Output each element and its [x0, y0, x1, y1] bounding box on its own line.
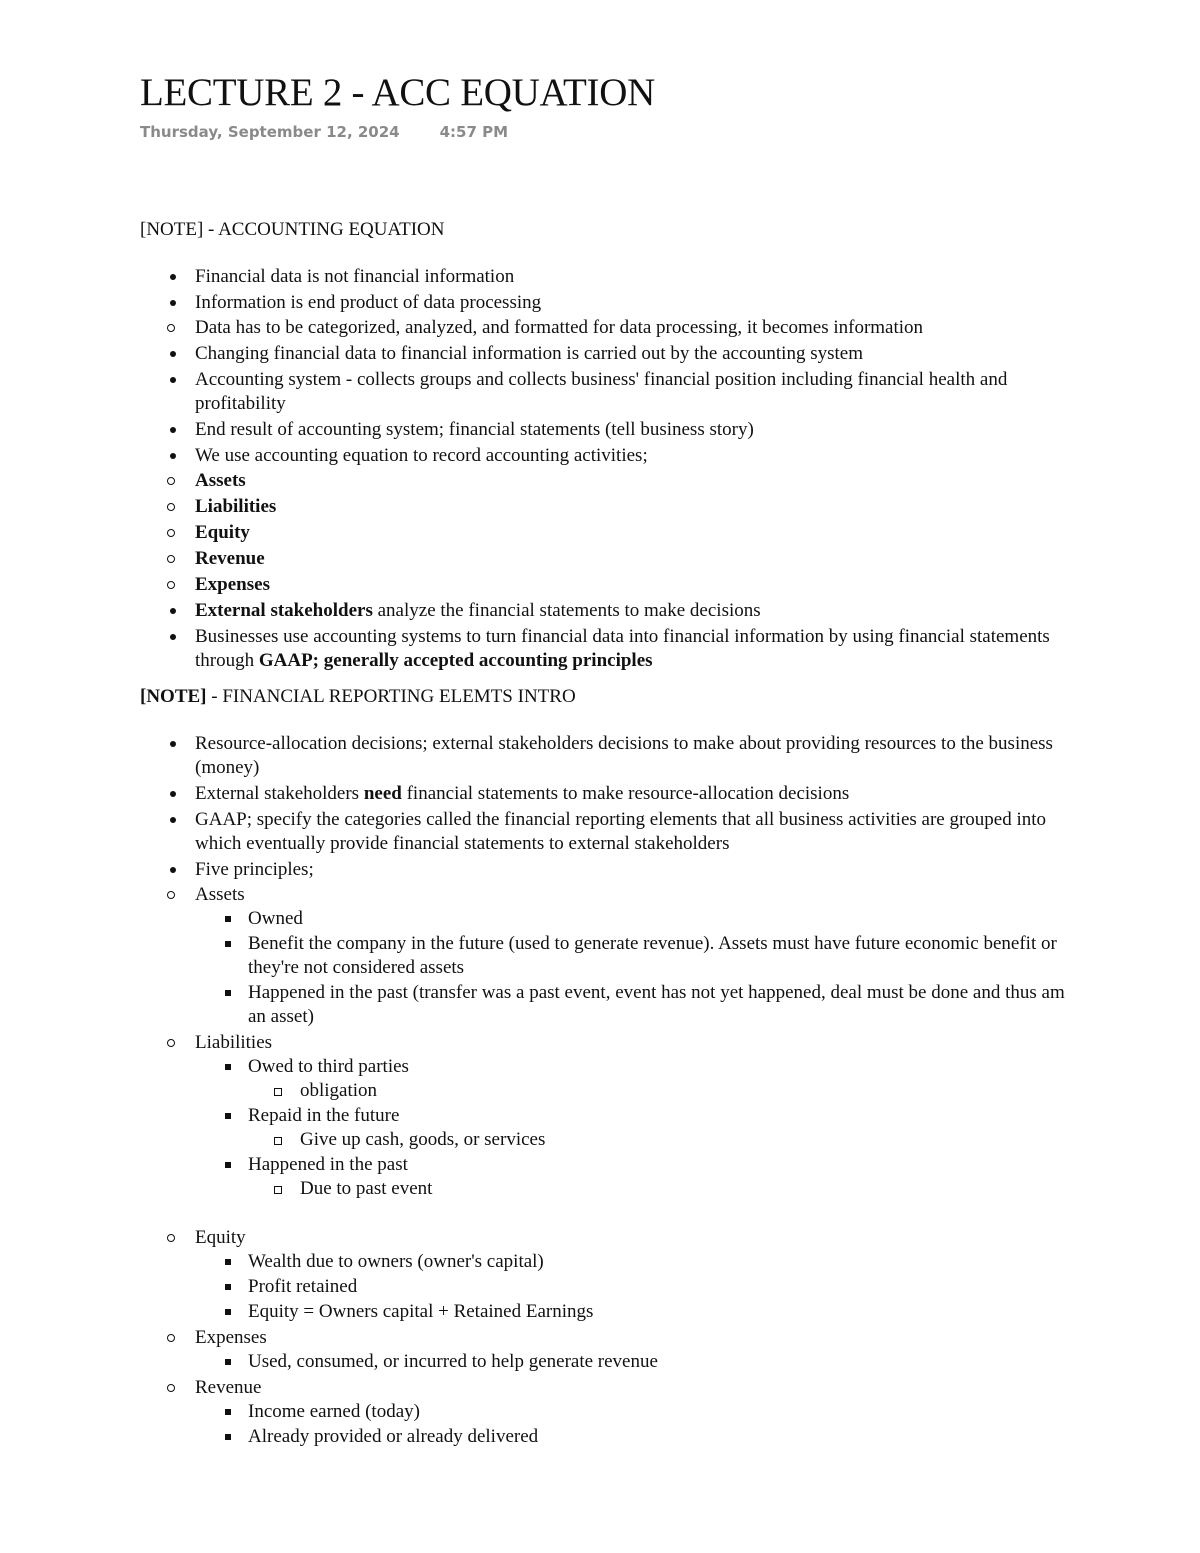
sub-list-item	[143, 495, 1080, 519]
sub-list	[195, 316, 1080, 340]
sub-sub-list-item: Happened in the past (transfer was a past event, event has not yet happened, deal must be done and thus am an asset)	[195, 981, 1080, 1029]
section-heading: [NOTE] - ACCOUNTING EQUATION	[140, 219, 445, 240]
bold-text: GAAP; generally accepted accounting principles	[258, 650, 653, 671]
sub-sub-list-item: Benefit the company in the future (used to generate revenue). Assets must have future economic benefit or they're not considered assets	[195, 932, 1080, 980]
page-timestamp	[140, 120, 1080, 144]
principle-equity	[143, 1226, 1080, 1324]
list-item	[140, 782, 1080, 806]
sub-sub-list-item	[195, 1055, 1080, 1103]
principle-revenue	[143, 1376, 1080, 1449]
sub-sub-list-item: Used, consumed, or incurred to help generate revenue	[195, 1350, 1080, 1374]
list-item-text: financial statements to make resource-allocation decisions	[401, 783, 850, 804]
bold-text: External stakeholders	[195, 600, 373, 621]
page-time: 4:57 PM	[439, 123, 509, 141]
sub-list-item	[143, 573, 1080, 597]
element-liabilities: Liabilities	[195, 496, 277, 517]
element-expenses: Expenses	[195, 574, 270, 595]
list-item-text: Owed to third parties	[248, 1056, 409, 1077]
list-item: GAAP; specify the categories called the financial reporting elements that all business activities are grouped into which eventually provide financial statements to external stakeholders	[140, 808, 1080, 856]
list-item: Financial data is not financial information	[140, 265, 1080, 289]
principle-liabilities	[143, 1031, 1080, 1224]
principle-label: Liabilities	[195, 1032, 273, 1053]
list-item: Resource-allocation decisions; external stakeholders decisions to make about providing resources to the business (money)	[140, 732, 1080, 780]
bullet-list	[140, 732, 1080, 1449]
list-item-text: Businesses use accounting systems to turn financial data into financial information by using financial statements through	[195, 626, 1050, 671]
list-item: Changing financial data to financial information is carried out by the accounting system	[140, 342, 1080, 366]
list-item-text: Happened in the past	[248, 1154, 408, 1175]
level4-item: obligation	[248, 1079, 1080, 1103]
principle-label: Expenses	[195, 1327, 267, 1348]
principle-label: Revenue	[195, 1377, 262, 1398]
principle-label: Equity	[195, 1227, 246, 1248]
list-item	[140, 291, 1080, 340]
list-item	[140, 858, 1080, 1449]
list-item-text: Five principles;	[195, 859, 314, 880]
bullet-list	[140, 265, 1080, 673]
note-page	[140, 70, 1080, 1451]
note-tag: [NOTE]	[140, 686, 207, 707]
bold-text: need	[363, 783, 402, 804]
section-accounting-equation	[140, 218, 1080, 673]
sub-sub-list	[195, 1400, 1080, 1449]
level4-list	[248, 1177, 1080, 1201]
heading-text: - FINANCIAL REPORTING ELEMTS INTRO	[206, 686, 576, 707]
element-assets: Assets	[195, 470, 246, 491]
sub-list-item	[143, 521, 1080, 545]
list-item: Accounting system - collects groups and collects business' financial position including financial health and profitability	[140, 368, 1080, 416]
level4-item: Due to past event	[248, 1177, 1080, 1201]
sub-list	[195, 469, 1080, 597]
sub-sub-list-item: Equity = Owners capital + Retained Earnings	[195, 1300, 1080, 1324]
sub-list-item	[143, 547, 1080, 571]
section-heading	[140, 685, 1080, 709]
list-item: End result of accounting system; financial statements (tell business story)	[140, 418, 1080, 442]
sub-list-item: Data has to be categorized, analyzed, and formatted for data processing, it becomes information	[143, 316, 1080, 340]
level4-list	[248, 1079, 1080, 1103]
principle-expenses	[143, 1326, 1080, 1374]
list-item-text: External stakeholders	[195, 783, 364, 804]
level4-list	[248, 1128, 1080, 1152]
sub-sub-list-item: Profit retained	[195, 1275, 1080, 1299]
principle-assets	[143, 883, 1080, 1029]
sub-sub-list-item: Income earned (today)	[195, 1400, 1080, 1424]
list-item-text: Repaid in the future	[248, 1105, 400, 1126]
principles-list	[195, 883, 1080, 1449]
sub-sub-list-item	[195, 1104, 1080, 1152]
sub-sub-list	[195, 1350, 1080, 1374]
sub-sub-list-item: Already provided or already delivered	[195, 1425, 1080, 1449]
list-item-text: analyze the financial statements to make decisions	[372, 600, 761, 621]
list-item-text: Information is end product of data processing	[195, 292, 542, 313]
sub-list-item	[143, 469, 1080, 493]
sub-sub-list-item: Owned	[195, 907, 1080, 931]
page-date: Thursday, September 12, 2024	[140, 123, 400, 141]
sub-sub-list-item: Wealth due to owners (owner's capital)	[195, 1250, 1080, 1274]
list-item	[140, 599, 1080, 623]
principle-label: Assets	[195, 884, 245, 905]
blank-line	[195, 1202, 1080, 1224]
list-item-text: We use accounting equation to record accounting activities;	[195, 445, 648, 466]
level4-item: Give up cash, goods, or services	[248, 1128, 1080, 1152]
section-financial-reporting	[140, 685, 1080, 1449]
element-revenue: Revenue	[195, 548, 265, 569]
sub-sub-list	[195, 907, 1080, 1029]
element-equity: Equity	[195, 522, 250, 543]
page-title: LECTURE 2 - ACC EQUATION	[140, 71, 655, 114]
list-item	[140, 625, 1080, 673]
sub-sub-list	[195, 1055, 1080, 1201]
sub-sub-list	[195, 1250, 1080, 1324]
sub-sub-list-item	[195, 1153, 1080, 1201]
list-item	[140, 444, 1080, 597]
